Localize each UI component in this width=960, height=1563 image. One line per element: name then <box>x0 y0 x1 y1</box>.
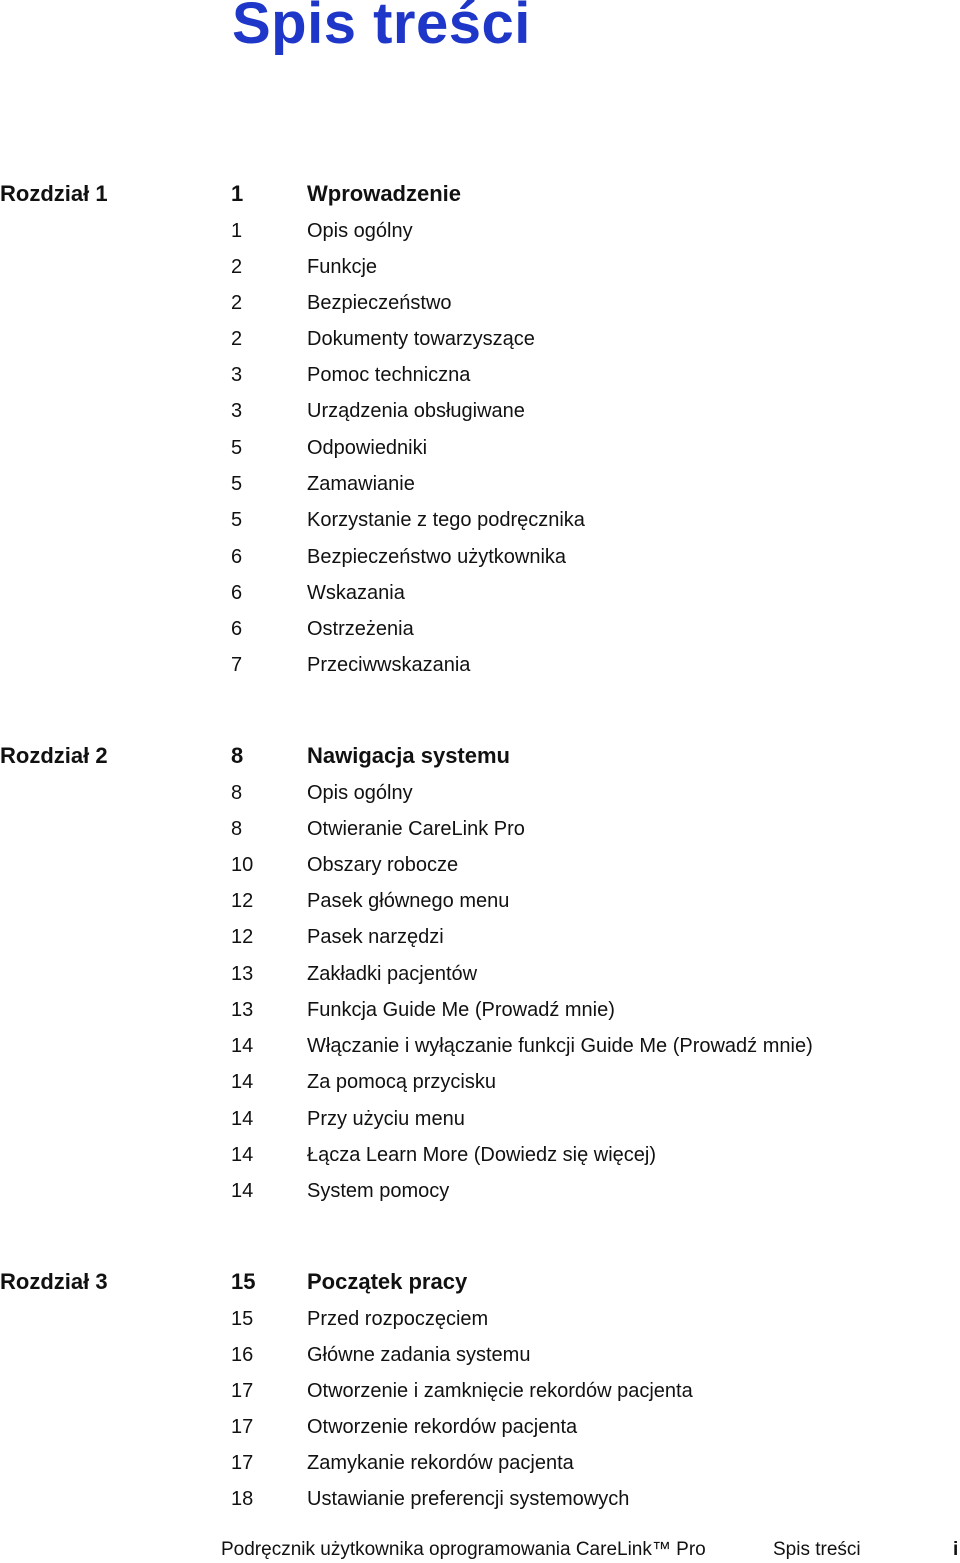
toc-entry[interactable] <box>0 1177 960 1205</box>
toc-page-number: 14 <box>231 1071 254 1093</box>
toc-page-number: 5 <box>231 473 243 495</box>
toc-entry[interactable] <box>0 397 960 425</box>
toc-title: Funkcja Guide Me (Prowadź mnie) <box>307 999 615 1021</box>
toc-entry[interactable] <box>0 1377 960 1405</box>
toc-page-number: 12 <box>231 926 254 948</box>
toc-entry[interactable] <box>0 1068 960 1096</box>
toc-title: Ostrzeżenia <box>307 618 414 640</box>
toc-title: Wprowadzenie <box>307 181 462 206</box>
toc-entry[interactable] <box>0 1341 960 1369</box>
toc-page-number: 2 <box>231 292 243 314</box>
toc-title: Nawigacja systemu <box>307 743 510 768</box>
toc-entry[interactable] <box>0 325 960 353</box>
toc-title: System pomocy <box>307 1180 450 1202</box>
toc-title: Przeciwwskazania <box>307 654 471 676</box>
toc-page-number: 13 <box>231 999 254 1021</box>
toc-title: Pasek głównego menu <box>307 890 510 912</box>
toc-entry[interactable] <box>0 470 960 498</box>
toc-page-number: 3 <box>231 364 243 386</box>
toc-page-number: 1 <box>231 220 243 242</box>
toc-page-number: 7 <box>231 654 243 676</box>
toc-entry[interactable] <box>0 180 960 208</box>
toc-page-number: 2 <box>231 256 243 278</box>
toc-title: Dokumenty towarzyszące <box>307 328 535 350</box>
toc-entry[interactable] <box>0 996 960 1024</box>
toc-page-number: 6 <box>231 618 243 640</box>
toc-title: Urządzenia obsługiwane <box>307 400 525 422</box>
toc-entry[interactable] <box>0 923 960 951</box>
toc-entry[interactable] <box>0 1032 960 1060</box>
toc-title: Wskazania <box>307 582 405 604</box>
toc-title: Opis ogólny <box>307 220 413 242</box>
toc-page-number: 8 <box>231 782 243 804</box>
toc-page-number: 15 <box>231 1308 254 1330</box>
toc-title: Główne zadania systemu <box>307 1344 531 1366</box>
toc-page-number: 17 <box>231 1416 254 1438</box>
toc-title: Przy użyciu menu <box>307 1108 465 1130</box>
toc-title: Bezpieczeństwo użytkownika <box>307 546 567 568</box>
page-footer <box>0 1536 960 1563</box>
toc-entry[interactable] <box>0 779 960 807</box>
toc-title: Zakładki pacjentów <box>307 963 478 985</box>
toc-entry[interactable] <box>0 615 960 643</box>
toc-title: Funkcje <box>307 256 378 278</box>
toc-page-number: 1 <box>231 181 244 206</box>
toc-entry[interactable] <box>0 543 960 571</box>
toc-entry[interactable] <box>0 960 960 988</box>
toc-entry[interactable] <box>0 851 960 879</box>
toc-entry[interactable] <box>0 506 960 534</box>
toc-page-number: 15 <box>231 1269 256 1294</box>
toc-entry[interactable] <box>0 742 960 770</box>
chapter-label: Rozdział 3 <box>0 1269 108 1294</box>
toc-entry[interactable] <box>0 887 960 915</box>
toc-entry[interactable] <box>0 434 960 462</box>
toc-page-number: 14 <box>231 1180 254 1202</box>
toc-entry[interactable] <box>0 1268 960 1296</box>
toc-page-number: 13 <box>231 963 254 985</box>
footer-page-number: i <box>953 1539 959 1560</box>
toc-title: Włączanie i wyłączanie funkcji Guide Me (Prowadź mnie) <box>307 1035 813 1057</box>
toc-entry[interactable] <box>0 1105 960 1133</box>
footer-document-title: Podręcznik użytkownika oprogramowania CareLink™ Pro <box>221 1539 706 1560</box>
toc-page-number: 3 <box>231 400 243 422</box>
toc-entry[interactable] <box>0 289 960 317</box>
toc-title: Przed rozpoczęciem <box>307 1308 489 1330</box>
toc-entry[interactable] <box>0 1413 960 1441</box>
toc-title: Korzystanie z tego podręcznika <box>307 509 585 531</box>
toc-title: Łącza Learn More (Dowiedz się więcej) <box>307 1144 657 1166</box>
toc-page-number: 2 <box>231 328 243 350</box>
toc-page-number: 17 <box>231 1380 254 1402</box>
toc-page-number: 8 <box>231 818 243 840</box>
footer-section-name: Spis treści <box>773 1539 861 1560</box>
toc-page-number: 6 <box>231 582 243 604</box>
toc-title: Bezpieczeństwo <box>307 292 452 314</box>
toc-page-number: 18 <box>231 1488 254 1510</box>
toc-title: Początek pracy <box>307 1269 468 1294</box>
toc-page-number: 12 <box>231 890 254 912</box>
toc-entry[interactable] <box>0 815 960 843</box>
toc-title: Pomoc techniczna <box>307 364 471 386</box>
toc-page-number: 17 <box>231 1452 254 1474</box>
toc-page-number: 16 <box>231 1344 254 1366</box>
toc-title: Odpowiedniki <box>307 437 428 459</box>
toc-title: Zamawianie <box>307 473 415 495</box>
toc-title: Zamykanie rekordów pacjenta <box>307 1452 574 1474</box>
toc-page-number: 10 <box>231 854 254 876</box>
toc-title: Otwieranie CareLink Pro <box>307 818 525 840</box>
toc-title: Opis ogólny <box>307 782 413 804</box>
toc-title: Obszary robocze <box>307 854 459 876</box>
toc-entry[interactable] <box>0 579 960 607</box>
toc-entry[interactable] <box>0 651 960 679</box>
chapter-label: Rozdział 1 <box>0 181 108 206</box>
toc-page-number: 14 <box>231 1108 254 1130</box>
toc-entry[interactable] <box>0 361 960 389</box>
page-title: Spis treści <box>232 0 531 56</box>
toc-entry[interactable] <box>0 1305 960 1333</box>
toc-entry[interactable] <box>0 253 960 281</box>
toc-page-number: 5 <box>231 437 243 459</box>
toc-entry[interactable] <box>0 217 960 245</box>
toc-title: Pasek narzędzi <box>307 926 444 948</box>
toc-page-number: 8 <box>231 743 244 768</box>
toc-entry[interactable] <box>0 1141 960 1169</box>
chapter-label: Rozdział 2 <box>0 743 108 768</box>
toc-entry[interactable] <box>0 1485 960 1513</box>
toc-page-number: 14 <box>231 1144 254 1166</box>
toc-entry[interactable] <box>0 1449 960 1477</box>
toc-title: Ustawianie preferencji systemowych <box>307 1488 630 1510</box>
toc-page-number: 6 <box>231 546 243 568</box>
toc-title: Za pomocą przycisku <box>307 1071 496 1093</box>
toc-title: Otworzenie rekordów pacjenta <box>307 1416 578 1438</box>
toc-page-number: 5 <box>231 509 243 531</box>
toc-page-number: 14 <box>231 1035 254 1057</box>
toc-title: Otworzenie i zamknięcie rekordów pacjenta <box>307 1380 693 1402</box>
